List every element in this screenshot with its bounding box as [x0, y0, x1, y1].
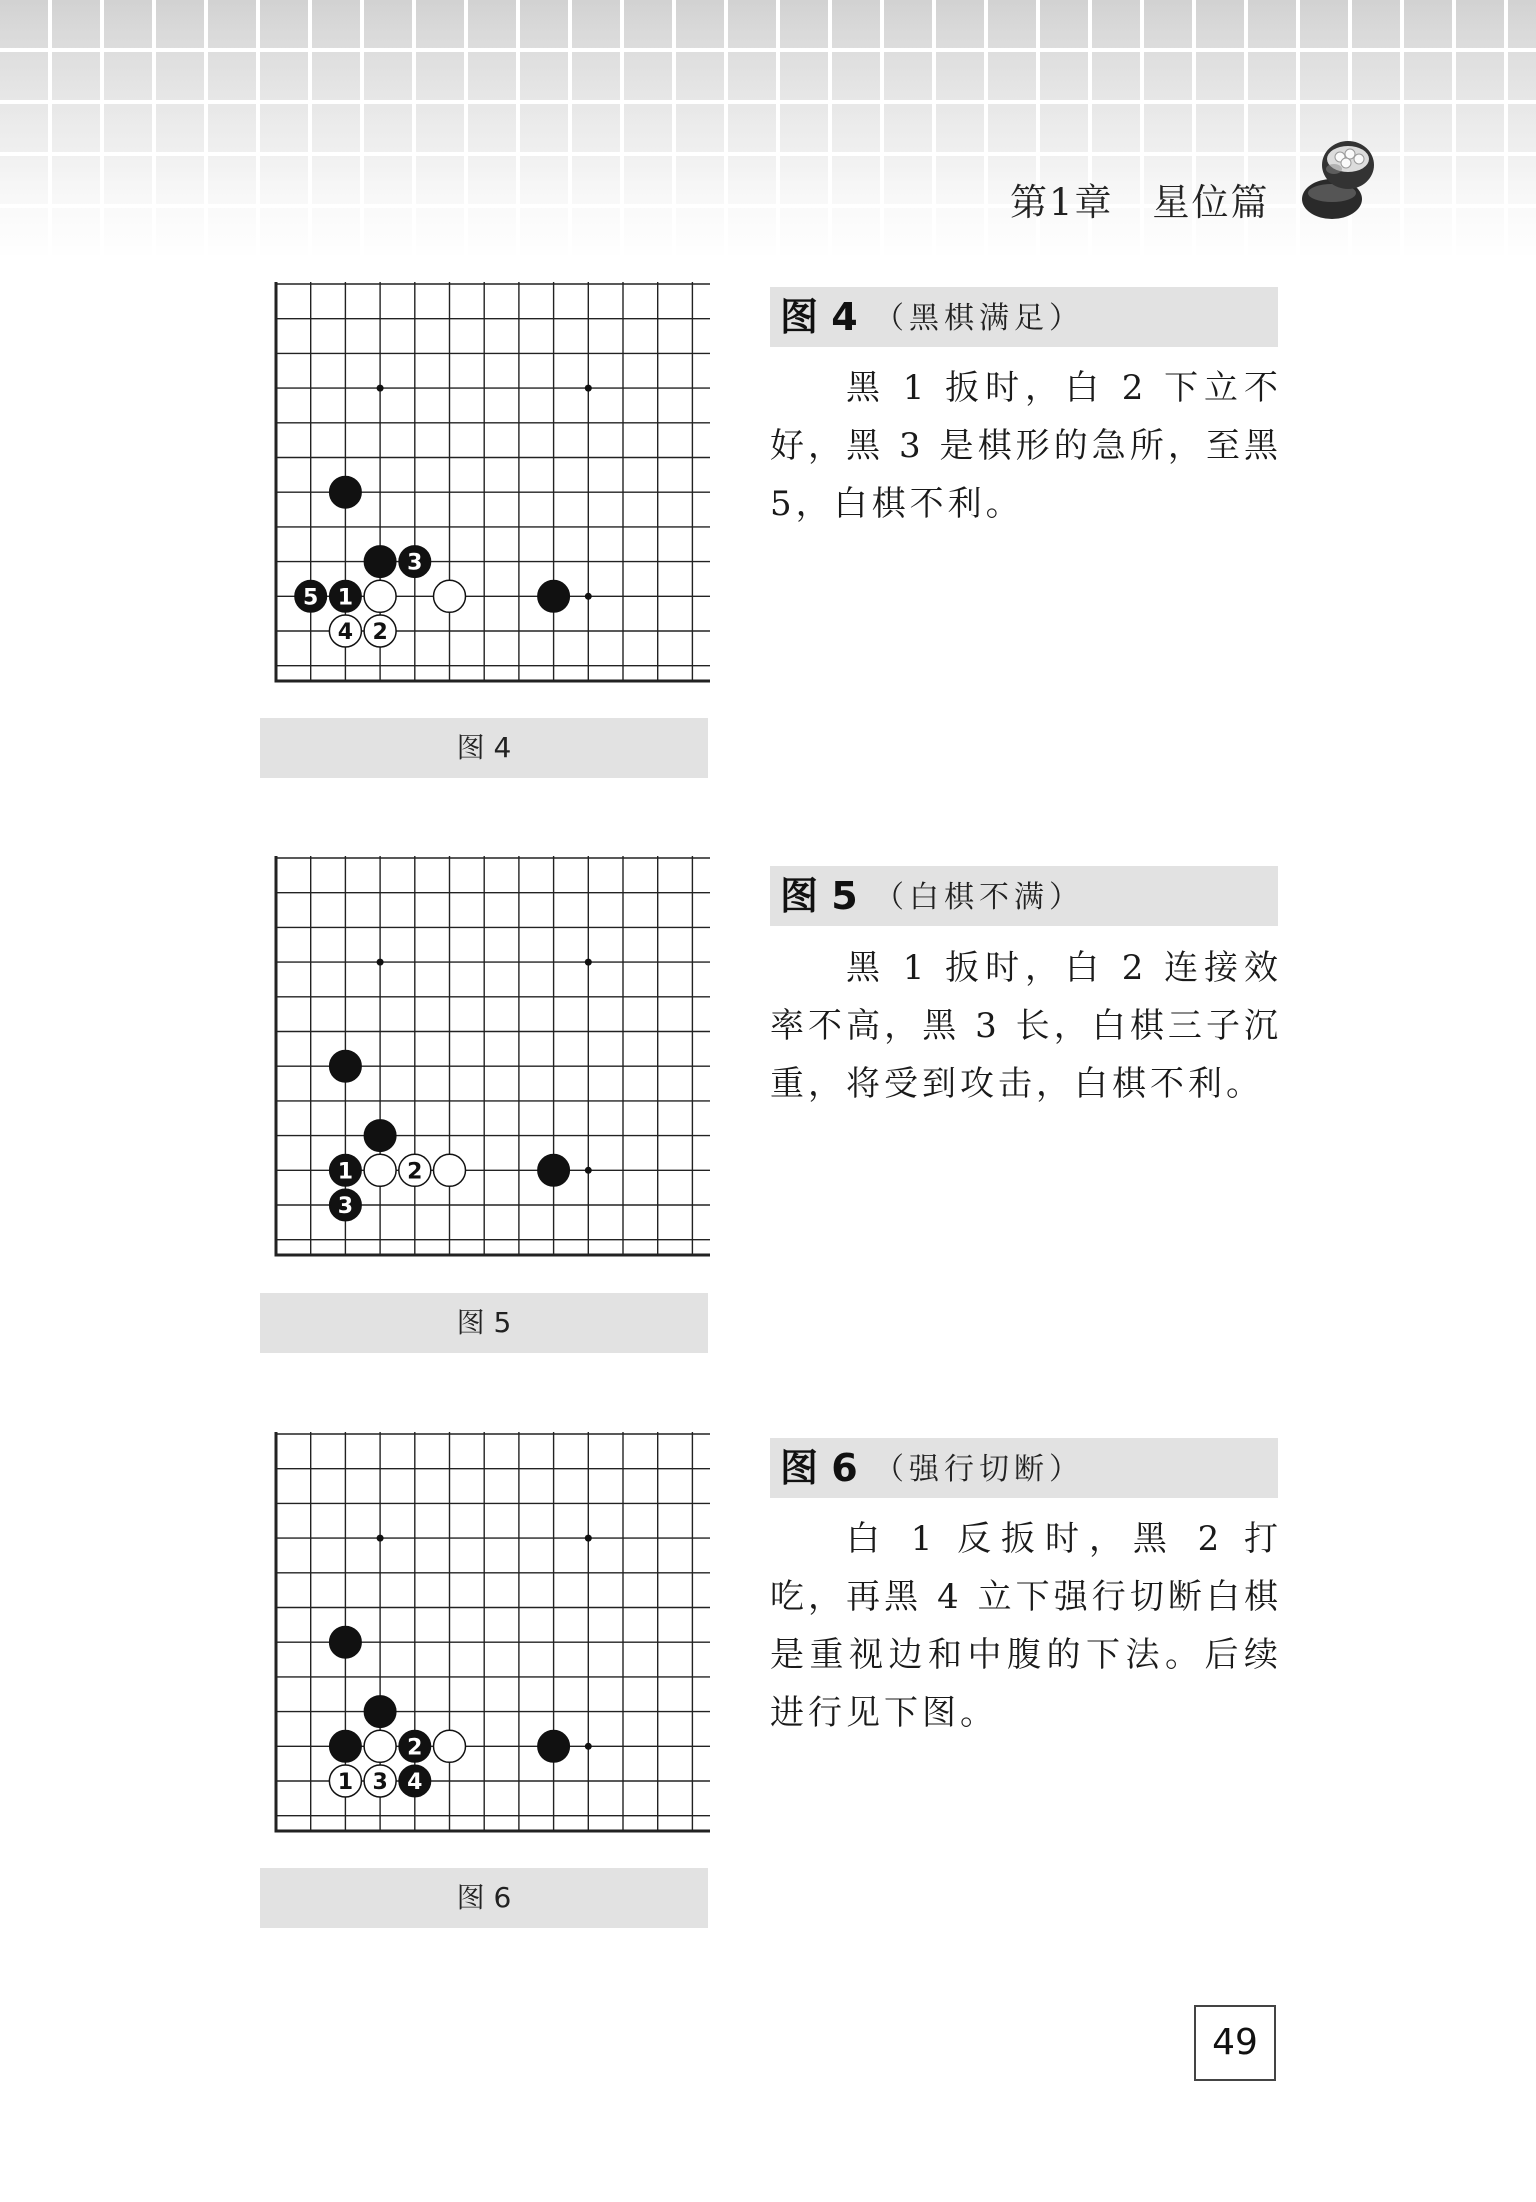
stone-move-number: 3 — [407, 550, 423, 576]
black-stone — [364, 546, 396, 578]
figure-heading-subtitle: （白棋不满） — [874, 880, 1084, 915]
white-stone — [434, 1154, 466, 1186]
stone-move-number: 3 — [337, 1194, 354, 1219]
white-stone — [434, 1730, 466, 1762]
white-stone — [399, 1154, 431, 1186]
stone-move-number: 4 — [337, 620, 354, 645]
star-point — [585, 385, 592, 392]
figure-heading-subtitle: （强行切断） — [874, 1452, 1084, 1487]
black-stone — [538, 1730, 570, 1762]
black-stone — [329, 1730, 361, 1762]
black-stone — [329, 580, 361, 612]
star-point — [377, 1535, 384, 1542]
figure-heading-label: 图 5 — [780, 874, 858, 918]
star-point — [377, 959, 384, 966]
figure-caption-5: 图 5 — [260, 1293, 708, 1353]
black-stone — [399, 546, 431, 578]
go-board-figure-4 — [262, 282, 710, 686]
black-stone — [364, 1696, 396, 1728]
stone-move-number: 4 — [407, 1770, 423, 1795]
go-board-figure-5 — [262, 856, 710, 1260]
white-stone — [364, 580, 396, 612]
stone-move-number: 1 — [337, 1770, 354, 1795]
stone-move-number: 1 — [337, 1159, 354, 1185]
white-stone — [364, 1765, 396, 1797]
white-stone — [364, 1730, 396, 1762]
black-stone — [399, 1730, 431, 1762]
white-stone — [364, 1154, 396, 1186]
chapter-title: 第1章 星位篇 — [1010, 181, 1270, 224]
figure-caption-6: 图 6 — [260, 1868, 708, 1928]
star-point — [585, 959, 592, 966]
stone-move-number: 2 — [372, 620, 388, 645]
black-stone — [329, 1050, 361, 1082]
figure-heading-5 — [770, 866, 1278, 926]
star-point — [585, 1535, 592, 1542]
go-bowl-icon — [1290, 135, 1380, 225]
figure-heading-label: 图 6 — [780, 1446, 858, 1490]
black-stone — [329, 1189, 361, 1221]
black-stone — [329, 1626, 361, 1658]
figure-heading-subtitle: （黑棋满足） — [874, 301, 1084, 336]
figure-description-4: 黑 1 扳时，白 2 下立不好，黑 3 是棋形的急所，至黑 5，白棋不利。 — [770, 368, 1282, 524]
white-stone — [329, 1765, 361, 1797]
white-stone — [364, 615, 396, 647]
black-stone — [329, 1154, 361, 1186]
figure-description-5: 黑 1 扳时，白 2 连接效率不高，黑 3 长，白棋三子沉重，将受到攻击，白棋不利。 — [770, 948, 1282, 1104]
black-stone — [295, 580, 327, 612]
black-stone — [538, 1154, 570, 1186]
stone-move-number: 2 — [407, 1735, 423, 1761]
figure-heading-label: 图 4 — [780, 295, 858, 339]
black-stone — [364, 1120, 396, 1152]
black-stone — [329, 476, 361, 508]
figure-caption-4: 图 4 — [260, 718, 708, 778]
stone-move-number: 1 — [337, 585, 354, 611]
star-point — [585, 1743, 592, 1750]
black-stone — [399, 1765, 431, 1797]
star-point — [377, 385, 384, 392]
stone-move-number: 2 — [407, 1159, 423, 1185]
white-stone — [434, 580, 466, 612]
figure-heading-4 — [770, 287, 1278, 347]
figure-heading-6 — [770, 1438, 1278, 1498]
figure-description-6: 白 1 反扳时，黑 2 打吃，再黑 4 立下强行切断白棋是重视边和中腹的下法。后续进行见下图。 — [770, 1519, 1282, 1733]
star-point — [585, 1167, 592, 1174]
stone-move-number: 3 — [372, 1770, 388, 1795]
white-stone — [329, 615, 361, 647]
go-board-figure-6 — [262, 1432, 710, 1836]
star-point — [585, 593, 592, 600]
stone-move-number: 5 — [303, 585, 319, 611]
page-number: 49 — [1194, 2005, 1276, 2081]
black-stone — [538, 580, 570, 612]
